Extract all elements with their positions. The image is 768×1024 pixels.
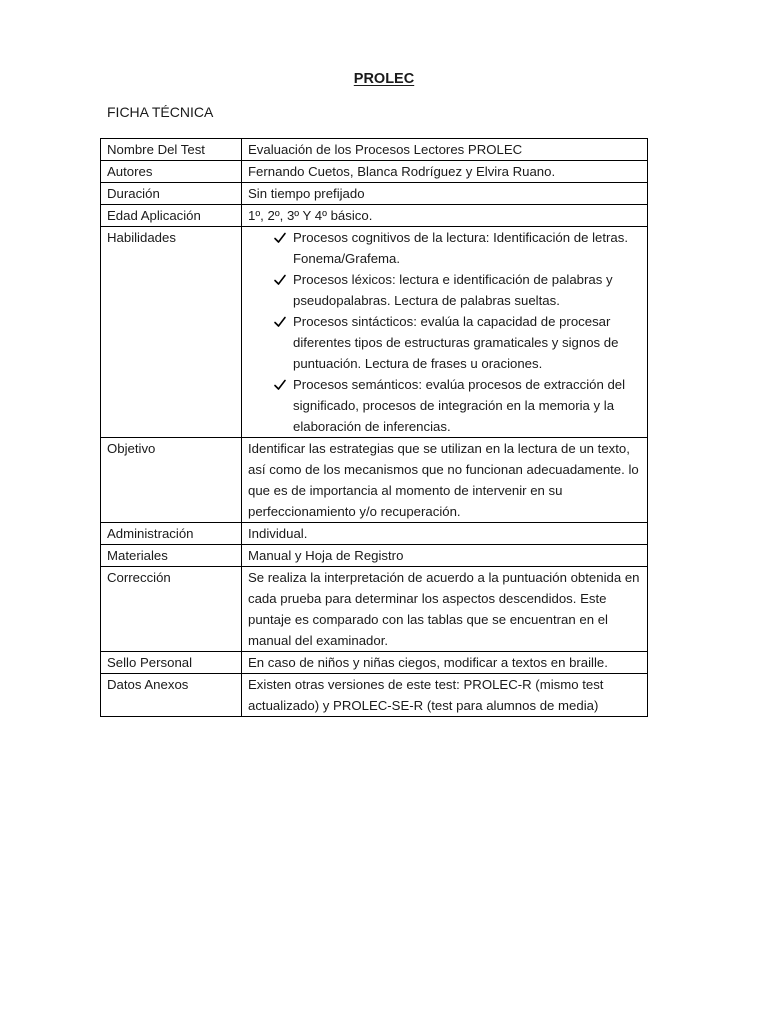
row-value: Identificar las estrategias que se utilizan en la lectura de un texto, así como de los mecanismos que no funcionan adecuadamente. lo que es de importancia al momento de intervenir en su perfeccionamiento y/o recuperación. xyxy=(242,438,648,523)
table-row-duracion xyxy=(101,183,648,205)
skills-list xyxy=(248,227,641,437)
checkmark-icon xyxy=(273,311,287,332)
document-title: PROLEC xyxy=(353,71,415,87)
row-label: Materiales xyxy=(101,545,242,567)
checkmark-icon xyxy=(273,269,287,290)
row-label: Datos Anexos xyxy=(101,674,242,717)
list-item xyxy=(293,269,641,311)
row-label: Autores xyxy=(101,161,242,183)
table-row-datos-anexos xyxy=(101,674,648,717)
table-row-edad-aplicacion xyxy=(101,205,648,227)
row-value: Individual. xyxy=(242,523,648,545)
row-label: Corrección xyxy=(101,567,242,652)
row-label: Habilidades xyxy=(101,227,242,438)
list-item xyxy=(293,374,641,437)
row-value: En caso de niños y niñas ciegos, modificar a textos en braille. xyxy=(242,652,648,674)
table-row-correccion xyxy=(101,567,648,652)
table-row-objetivo xyxy=(101,438,648,523)
row-value: Existen otras versiones de este test: PROLEC-R (mismo test actualizado) y PROLEC-SE-R (test para alumnos de media) xyxy=(242,674,648,717)
table-row-sello-personal xyxy=(101,652,648,674)
table-row-habilidades xyxy=(101,227,648,438)
table-row-nombre-del-test xyxy=(101,139,648,161)
list-item xyxy=(293,227,641,269)
row-label: Sello Personal xyxy=(101,652,242,674)
list-item-text: Procesos léxicos: lectura e identificación de palabras y pseudopalabras. Lectura de palabras sueltas. xyxy=(293,272,613,308)
row-label: Nombre Del Test xyxy=(101,139,242,161)
row-value: Fernando Cuetos, Blanca Rodríguez y Elvira Ruano. xyxy=(242,161,648,183)
list-item-text: Procesos semánticos: evalúa procesos de extracción del significado, procesos de integración en la memoria y la elaboración de inferencias. xyxy=(293,377,626,434)
table-row-autores xyxy=(101,161,648,183)
table-row-materiales xyxy=(101,545,648,567)
row-label: Administración xyxy=(101,523,242,545)
row-label: Objetivo xyxy=(101,438,242,523)
checkmark-icon xyxy=(273,374,287,395)
row-value: 1º, 2º, 3º Y 4º básico. xyxy=(242,205,648,227)
technical-sheet-table xyxy=(100,138,648,717)
row-value xyxy=(242,227,648,438)
list-item-text: Procesos cognitivos de la lectura: Identificación de letras. Fonema/Grafema. xyxy=(293,230,628,266)
row-value: Manual y Hoja de Registro xyxy=(242,545,648,567)
document-subtitle: FICHA TÉCNICA xyxy=(107,104,214,120)
row-label: Edad Aplicación xyxy=(101,205,242,227)
list-item xyxy=(293,311,641,374)
row-value: Evaluación de los Procesos Lectores PROLEC xyxy=(242,139,648,161)
table-row-administracion xyxy=(101,523,648,545)
checkmark-icon xyxy=(273,227,287,248)
row-value: Sin tiempo prefijado xyxy=(242,183,648,205)
row-label: Duración xyxy=(101,183,242,205)
list-item-text: Procesos sintácticos: evalúa la capacidad de procesar diferentes tipos de estructuras gramaticales y signos de puntuación. Lectura de frases u oraciones. xyxy=(293,314,619,371)
row-value: Se realiza la interpretación de acuerdo a la puntuación obtenida en cada prueba para determinar los aspectos descendidos. Este puntaje es comparado con las tablas que se encuentran en el manual del examinador. xyxy=(242,567,648,652)
